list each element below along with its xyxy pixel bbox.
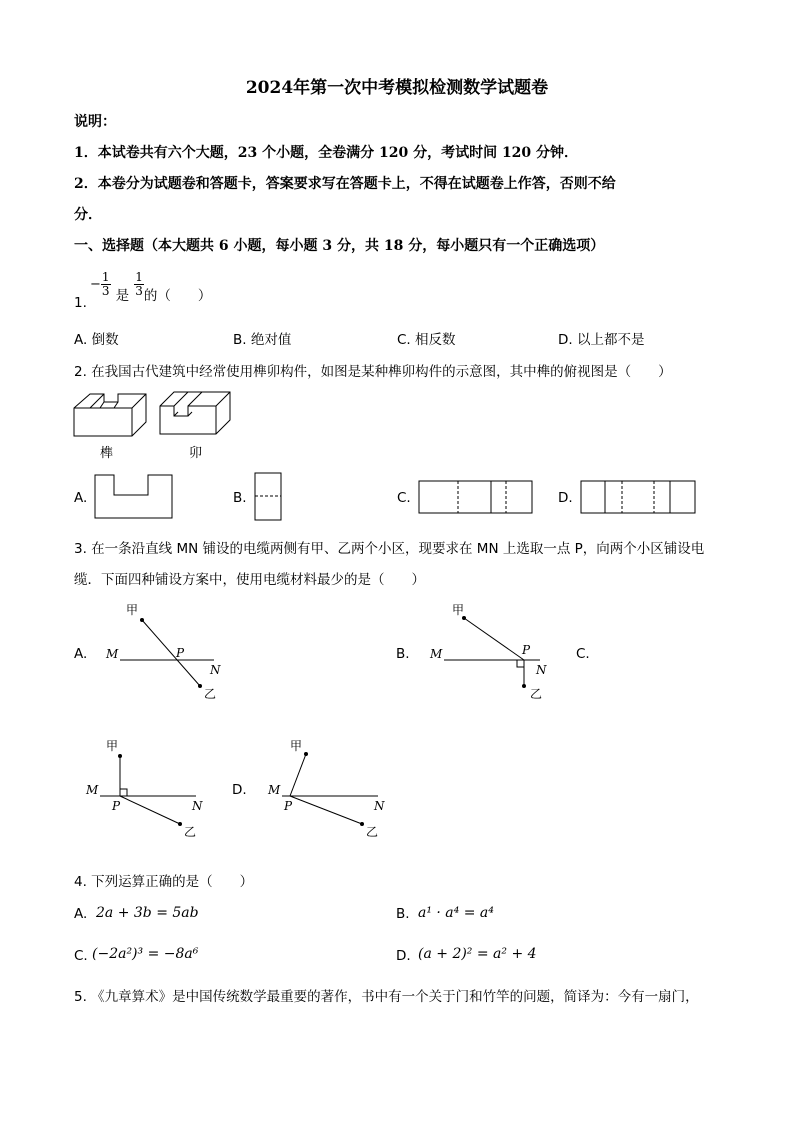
point-m: M bbox=[106, 647, 119, 661]
q4-option-a-expr: 2a + 3b = 5ab bbox=[96, 905, 199, 921]
q1-option-c[interactable]: C. 相反数 bbox=[397, 332, 456, 348]
q1-option-a[interactable]: A. 倒数 bbox=[74, 332, 119, 348]
point-yi: 乙 bbox=[184, 825, 197, 839]
point-n: N bbox=[536, 663, 547, 677]
point-jia: 甲 bbox=[290, 739, 303, 753]
point-p: P bbox=[176, 646, 185, 660]
question-number: 1. bbox=[74, 295, 87, 311]
page-title: 2024年第一次中考模拟检测数学试题卷 bbox=[245, 78, 549, 98]
instructions-heading: 说明： bbox=[74, 114, 116, 130]
question-2-stem: 2. 在我国古代建筑中经常使用榫卯构件，如图是某种榫卯构件的示意图，其中榫的俯视图是（ ） bbox=[74, 364, 672, 380]
point-jia: 甲 bbox=[106, 739, 119, 753]
question-1-tail: 的（ ） bbox=[143, 287, 212, 304]
q3-option-d-figure bbox=[262, 732, 392, 842]
tenon-shape bbox=[74, 394, 146, 436]
instruction-item-1: 1．本试卷共有六个大题，23 个小题，全卷满分 120 分，考试时间 120 分钟． bbox=[74, 145, 579, 161]
point-yi: 乙 bbox=[530, 687, 543, 700]
q4-option-d-expr: (a + 2)² = a² + 4 bbox=[418, 946, 537, 962]
q4-option-b-label[interactable]: B. bbox=[396, 906, 410, 922]
point-yi: 乙 bbox=[366, 825, 379, 839]
q4-option-d-label[interactable]: D. bbox=[396, 948, 411, 964]
point-n: N bbox=[210, 663, 221, 677]
fraction-one-third: $\frac{1}{3}$ bbox=[101, 270, 110, 298]
q1-option-d[interactable]: D. 以上都不是 bbox=[558, 332, 645, 348]
question-1 bbox=[74, 295, 87, 311]
q4-option-b-expr: a¹ · a⁴ = a⁴ bbox=[418, 905, 494, 921]
q3-option-c[interactable]: C. bbox=[576, 646, 590, 662]
q2-option-b[interactable]: B. bbox=[233, 490, 247, 506]
point-m: M bbox=[430, 647, 443, 661]
q2-option-c-figure bbox=[418, 480, 534, 516]
fraction-one-third-2: $\frac{1}{3}$ bbox=[135, 270, 143, 298]
q4-option-c-expr: (−2a²)³ = −8a⁶ bbox=[92, 946, 199, 962]
mortise-tenon-figure bbox=[70, 388, 240, 443]
q2-option-c[interactable]: C. bbox=[397, 490, 411, 506]
point-m: M bbox=[268, 783, 281, 797]
question-1-expression bbox=[90, 270, 212, 304]
q3-option-a[interactable]: A. bbox=[74, 646, 88, 662]
question-3-stem-line2: 缆．下面四种铺设方案中，使用电缆材料最少的是（ ） bbox=[74, 572, 425, 588]
q2-option-d[interactable]: D. bbox=[558, 490, 573, 506]
question-3-stem-line1: 3. 在一条沿直线 MN 铺设的电缆两侧有甲、乙两个小区，现要求在 MN 上选取一点 P，向两个小区铺设电 bbox=[74, 541, 705, 557]
q3-option-a-figure bbox=[100, 600, 230, 700]
q2-option-d-figure bbox=[580, 480, 698, 516]
q3-option-d[interactable]: D. bbox=[232, 782, 247, 798]
q4-option-c-label[interactable]: C. bbox=[74, 948, 88, 964]
q2-option-a[interactable]: A. bbox=[74, 490, 88, 506]
label-tenon: 榫 bbox=[100, 446, 114, 461]
point-jia: 甲 bbox=[452, 603, 465, 617]
point-jia: 甲 bbox=[126, 603, 139, 617]
q1-option-b[interactable]: B. 绝对值 bbox=[233, 332, 292, 348]
point-n: N bbox=[374, 799, 385, 813]
label-mortise: 卯 bbox=[189, 446, 203, 461]
question-5-stem: 5. 《九章算术》是中国传统数学最重要的著作，书中有一个关于门和竹竿的问题，简译为：今有一扇门， bbox=[74, 989, 699, 1005]
question-1-connector: 是 bbox=[115, 287, 130, 304]
point-yi: 乙 bbox=[204, 687, 217, 700]
point-n: N bbox=[192, 799, 203, 813]
point-p: P bbox=[112, 799, 121, 813]
q3-option-c-figure bbox=[80, 732, 210, 842]
q4-option-a-label[interactable]: A. bbox=[74, 906, 88, 922]
question-4-stem: 4. 下列运算正确的是（ ） bbox=[74, 874, 254, 890]
q2-option-a-figure bbox=[94, 473, 174, 521]
q3-option-b[interactable]: B. bbox=[396, 646, 410, 662]
instruction-item-2: 2．本卷分为试题卷和答题卡，答案要求写在答题卡上，不得在试题卷上作答，否则不给 bbox=[74, 176, 616, 192]
point-p: P bbox=[284, 799, 293, 813]
point-m: M bbox=[86, 783, 99, 797]
q2-option-b-figure bbox=[254, 472, 284, 522]
point-p: P bbox=[522, 643, 531, 657]
minus-sign: − bbox=[90, 277, 101, 292]
instruction-item-2-cont: 分． bbox=[74, 207, 102, 223]
section-heading: 一、选择题（本大题共 6 小题，每小题 3 分，共 18 分，每小题只有一个正确选项） bbox=[74, 238, 605, 254]
q3-option-b-figure bbox=[424, 600, 564, 700]
